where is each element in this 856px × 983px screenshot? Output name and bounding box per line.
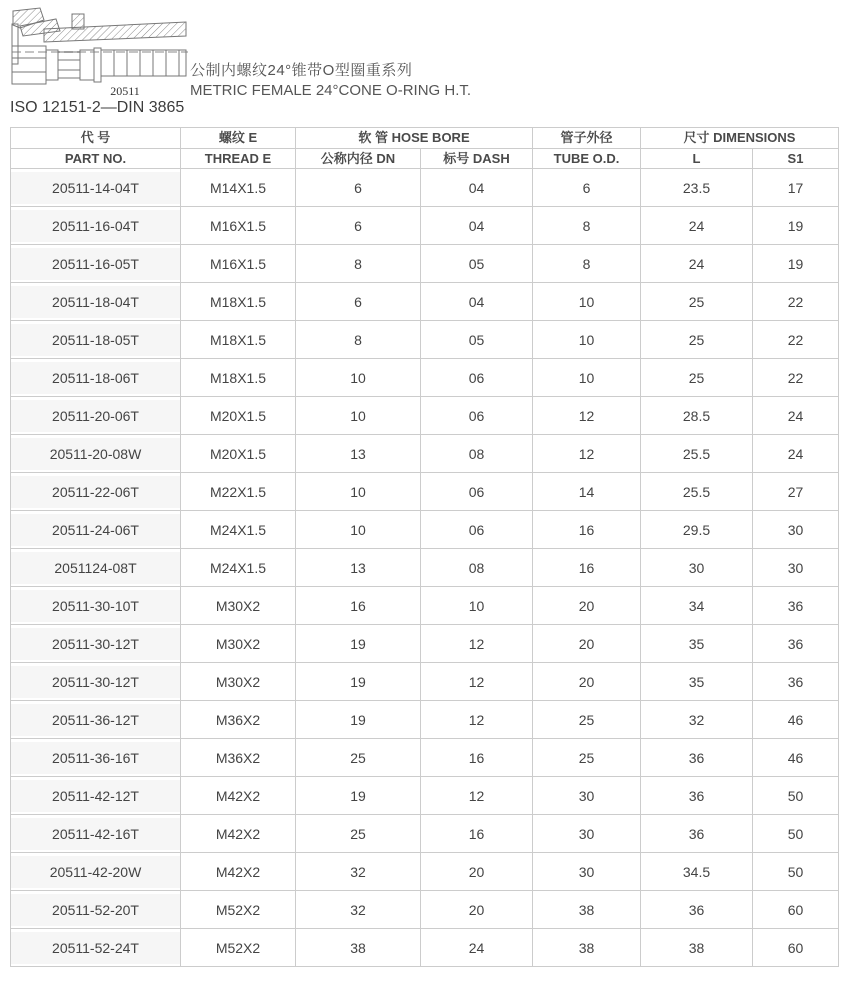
cell-s1: 46 [753, 701, 839, 739]
cell-dn: 32 [296, 891, 421, 929]
cell-dn: 25 [296, 739, 421, 777]
cell-dash: 08 [421, 435, 533, 473]
cell-dash: 12 [421, 701, 533, 739]
cell-dash: 06 [421, 473, 533, 511]
cell-part-no: 20511-30-12T [11, 663, 181, 701]
cell-tube-od: 30 [533, 853, 641, 891]
cell-tube-od: 10 [533, 283, 641, 321]
table-row [11, 739, 839, 777]
cell-part-no: 20511-30-12T [11, 625, 181, 663]
cell-dn: 19 [296, 777, 421, 815]
cell-tube-od: 12 [533, 435, 641, 473]
table-row [11, 891, 839, 929]
cell-thread-e: M20X1.5 [181, 397, 296, 435]
cell-s1: 22 [753, 359, 839, 397]
cell-tube-od: 20 [533, 587, 641, 625]
cell-tube-od: 25 [533, 739, 641, 777]
spec-table-body [11, 169, 839, 967]
cell-dash: 16 [421, 815, 533, 853]
cell-dn: 38 [296, 929, 421, 967]
cell-tube-od: 12 [533, 397, 641, 435]
drawing-model-label: 20511 [110, 84, 140, 98]
cell-part-no: 20511-16-04T [11, 207, 181, 245]
col-header-s1: S1 [753, 149, 839, 169]
cell-s1: 30 [753, 549, 839, 587]
cell-thread-e: M42X2 [181, 853, 296, 891]
table-row [11, 853, 839, 891]
cell-tube-od: 8 [533, 245, 641, 283]
cell-l: 28.5 [641, 397, 753, 435]
cell-thread-e: M18X1.5 [181, 359, 296, 397]
cell-dn: 13 [296, 549, 421, 587]
table-row [11, 587, 839, 625]
cell-s1: 36 [753, 587, 839, 625]
cell-thread-e: M14X1.5 [181, 169, 296, 207]
cell-thread-e: M30X2 [181, 625, 296, 663]
cell-s1: 22 [753, 321, 839, 359]
cell-dn: 6 [296, 169, 421, 207]
cell-tube-od: 16 [533, 511, 641, 549]
cell-dash: 04 [421, 283, 533, 321]
cell-thread-e: M36X2 [181, 739, 296, 777]
table-row [11, 321, 839, 359]
series-title-cn: 公制内螺纹24°锥带O型圈重系列 [190, 62, 413, 79]
standard-reference: ISO 12151-2—DIN 3865 [10, 99, 185, 116]
cell-dn: 13 [296, 435, 421, 473]
cell-dn: 25 [296, 815, 421, 853]
cell-thread-e: M24X1.5 [181, 549, 296, 587]
cell-l: 25 [641, 283, 753, 321]
cell-s1: 36 [753, 663, 839, 701]
table-row [11, 777, 839, 815]
cell-thread-e: M16X1.5 [181, 245, 296, 283]
cell-dash: 08 [421, 549, 533, 587]
cell-l: 36 [641, 891, 753, 929]
cell-thread-e: M36X2 [181, 701, 296, 739]
cell-l: 34 [641, 587, 753, 625]
cell-part-no: 20511-42-20W [11, 853, 181, 891]
cell-part-no: 20511-52-20T [11, 891, 181, 929]
cell-s1: 46 [753, 739, 839, 777]
cell-l: 32 [641, 701, 753, 739]
cell-part-no: 20511-18-04T [11, 283, 181, 321]
cell-part-no: 20511-20-08W [11, 435, 181, 473]
cell-thread-e: M42X2 [181, 777, 296, 815]
cell-part-no: 20511-36-16T [11, 739, 181, 777]
table-row [11, 625, 839, 663]
cell-dn: 16 [296, 587, 421, 625]
cell-dn: 10 [296, 511, 421, 549]
cell-tube-od: 6 [533, 169, 641, 207]
cell-dash: 12 [421, 663, 533, 701]
cell-l: 23.5 [641, 169, 753, 207]
cell-thread-e: M52X2 [181, 891, 296, 929]
table-row [11, 435, 839, 473]
cell-tube-od: 8 [533, 207, 641, 245]
group-header-thread: 螺纹 E [181, 128, 296, 149]
cell-s1: 17 [753, 169, 839, 207]
table-row [11, 549, 839, 587]
cell-dash: 10 [421, 587, 533, 625]
cell-l: 36 [641, 777, 753, 815]
series-title-en: METRIC FEMALE 24°CONE O-RING H.T. [190, 82, 472, 99]
cell-part-no: 20511-20-06T [11, 397, 181, 435]
cell-l: 25.5 [641, 473, 753, 511]
header-row-group [11, 128, 839, 149]
group-header-dimensions: 尺寸 DIMENSIONS [641, 128, 839, 149]
cell-thread-e: M42X2 [181, 815, 296, 853]
cell-s1: 27 [753, 473, 839, 511]
cell-dn: 10 [296, 359, 421, 397]
cell-dash: 24 [421, 929, 533, 967]
table-row [11, 473, 839, 511]
col-header-dash: 标号 DASH [421, 149, 533, 169]
cell-s1: 60 [753, 891, 839, 929]
spec-table [10, 127, 839, 967]
cell-s1: 24 [753, 435, 839, 473]
cell-tube-od: 10 [533, 321, 641, 359]
cell-dn: 19 [296, 701, 421, 739]
cell-s1: 50 [753, 777, 839, 815]
cell-tube-od: 38 [533, 929, 641, 967]
cell-s1: 36 [753, 625, 839, 663]
fitting-diagram [10, 6, 192, 102]
group-header-tube-od: 管子外径 [533, 128, 641, 149]
cell-l: 36 [641, 739, 753, 777]
cell-s1: 19 [753, 207, 839, 245]
cell-part-no: 20511-24-06T [11, 511, 181, 549]
cell-tube-od: 20 [533, 625, 641, 663]
cell-l: 35 [641, 663, 753, 701]
cell-dn: 8 [296, 245, 421, 283]
cell-dash: 16 [421, 739, 533, 777]
cell-tube-od: 38 [533, 891, 641, 929]
header-row-columns [11, 149, 839, 169]
cell-dash: 12 [421, 625, 533, 663]
cell-s1: 50 [753, 815, 839, 853]
cell-tube-od: 14 [533, 473, 641, 511]
cell-l: 29.5 [641, 511, 753, 549]
cell-l: 24 [641, 245, 753, 283]
col-header-l: L [641, 149, 753, 169]
cell-l: 30 [641, 549, 753, 587]
table-row [11, 815, 839, 853]
cell-dn: 6 [296, 207, 421, 245]
table-row [11, 701, 839, 739]
cell-dash: 06 [421, 511, 533, 549]
cell-s1: 30 [753, 511, 839, 549]
fitting-cross-section-icon [10, 6, 192, 102]
spec-table-header [11, 128, 839, 169]
cell-part-no: 2051124-08T [11, 549, 181, 587]
cell-s1: 22 [753, 283, 839, 321]
table-row [11, 359, 839, 397]
cell-tube-od: 25 [533, 701, 641, 739]
cell-s1: 60 [753, 929, 839, 967]
cell-part-no: 20511-18-06T [11, 359, 181, 397]
table-row [11, 397, 839, 435]
cell-thread-e: M30X2 [181, 663, 296, 701]
col-header-part-no: PART NO. [11, 149, 181, 169]
cell-l: 25 [641, 321, 753, 359]
series-title-block [190, 61, 471, 101]
cell-thread-e: M20X1.5 [181, 435, 296, 473]
cell-tube-od: 16 [533, 549, 641, 587]
cell-dash: 05 [421, 245, 533, 283]
cell-l: 25.5 [641, 435, 753, 473]
cell-dn: 19 [296, 625, 421, 663]
cell-dash: 04 [421, 207, 533, 245]
cell-thread-e: M22X1.5 [181, 473, 296, 511]
table-row [11, 169, 839, 207]
cell-l: 38 [641, 929, 753, 967]
cell-thread-e: M18X1.5 [181, 283, 296, 321]
cell-part-no: 20511-18-05T [11, 321, 181, 359]
cell-part-no: 20511-16-05T [11, 245, 181, 283]
table-row [11, 245, 839, 283]
cell-tube-od: 30 [533, 815, 641, 853]
cell-dash: 04 [421, 169, 533, 207]
cell-part-no: 20511-36-12T [11, 701, 181, 739]
cell-part-no: 20511-22-06T [11, 473, 181, 511]
cell-l: 25 [641, 359, 753, 397]
table-row [11, 283, 839, 321]
cell-part-no: 20511-42-12T [11, 777, 181, 815]
table-row [11, 511, 839, 549]
cell-thread-e: M30X2 [181, 587, 296, 625]
cell-s1: 24 [753, 397, 839, 435]
cell-thread-e: M16X1.5 [181, 207, 296, 245]
table-row [11, 207, 839, 245]
cell-thread-e: M18X1.5 [181, 321, 296, 359]
cell-dn: 10 [296, 473, 421, 511]
col-header-thread-e: THREAD E [181, 149, 296, 169]
cell-part-no: 20511-52-24T [11, 929, 181, 967]
cell-thread-e: M52X2 [181, 929, 296, 967]
cell-l: 36 [641, 815, 753, 853]
cell-dn: 19 [296, 663, 421, 701]
cell-dash: 06 [421, 397, 533, 435]
cell-tube-od: 10 [533, 359, 641, 397]
cell-part-no: 20511-30-10T [11, 587, 181, 625]
cell-dash: 06 [421, 359, 533, 397]
cell-l: 34.5 [641, 853, 753, 891]
cell-thread-e: M24X1.5 [181, 511, 296, 549]
cell-dn: 6 [296, 283, 421, 321]
cell-s1: 50 [753, 853, 839, 891]
cell-part-no: 20511-14-04T [11, 169, 181, 207]
cell-l: 35 [641, 625, 753, 663]
cell-dn: 10 [296, 397, 421, 435]
cell-dash: 12 [421, 777, 533, 815]
col-header-dn: 公称内径 DN [296, 149, 421, 169]
cell-dash: 05 [421, 321, 533, 359]
table-row [11, 929, 839, 967]
table-row [11, 663, 839, 701]
cell-dn: 8 [296, 321, 421, 359]
group-header-part-no: 代 号 [11, 128, 181, 149]
cell-tube-od: 20 [533, 663, 641, 701]
group-header-hose-bore: 软 管 HOSE BORE [296, 128, 533, 149]
cell-s1: 19 [753, 245, 839, 283]
col-header-tube-od: TUBE O.D. [533, 149, 641, 169]
cell-dash: 20 [421, 891, 533, 929]
cell-dn: 32 [296, 853, 421, 891]
cell-dash: 20 [421, 853, 533, 891]
cell-l: 24 [641, 207, 753, 245]
cell-tube-od: 30 [533, 777, 641, 815]
cell-part-no: 20511-42-16T [11, 815, 181, 853]
